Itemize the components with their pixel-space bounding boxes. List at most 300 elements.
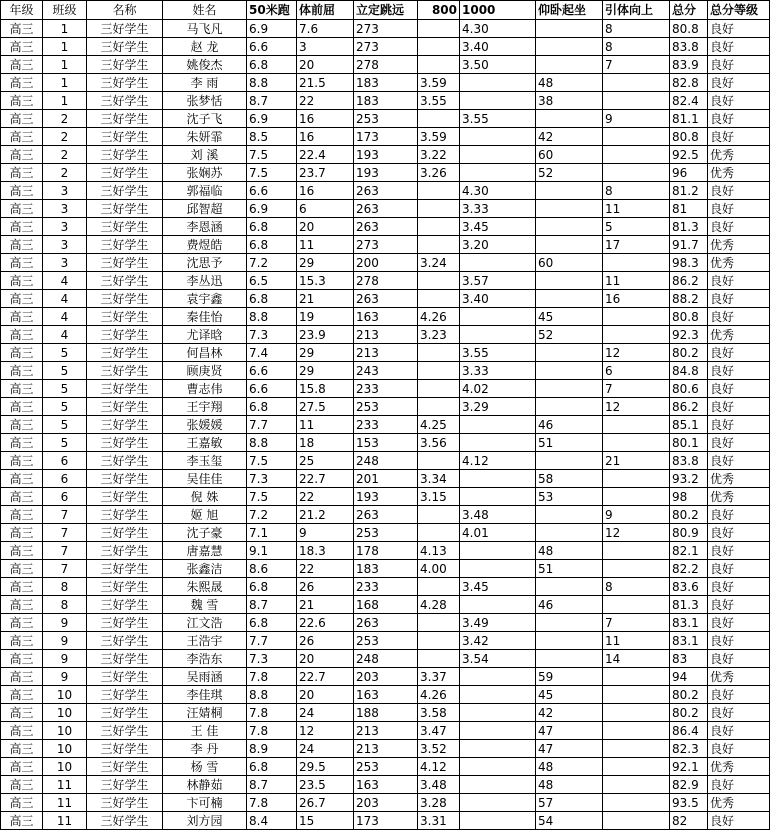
cell-50m: 7.3: [247, 326, 297, 344]
cell-title: 三好学生: [87, 614, 163, 632]
cell-title: 三好学生: [87, 182, 163, 200]
cell-pullups: 12: [603, 524, 670, 542]
cell-grade-level: 良好: [708, 200, 770, 218]
cell-pullups: 12: [603, 398, 670, 416]
cell-name: 李浩东: [163, 650, 247, 668]
cell-50m: 6.8: [247, 614, 297, 632]
cell-long-jump: 273: [354, 20, 418, 38]
cell-long-jump: 168: [354, 596, 418, 614]
cell-class: 11: [43, 812, 87, 830]
cell-50m: 6.9: [247, 20, 297, 38]
cell-long-jump: 173: [354, 812, 418, 830]
cell-pullups: [603, 686, 670, 704]
cell-total: 82.9: [670, 776, 708, 794]
cell-grade-level: 良好: [708, 362, 770, 380]
cell-total: 88.2: [670, 290, 708, 308]
cell-long-jump: 203: [354, 668, 418, 686]
cell-long-jump: 263: [354, 218, 418, 236]
cell-1000: 3.40: [460, 290, 536, 308]
cell-grade-level: 良好: [708, 272, 770, 290]
cell-1000: 4.30: [460, 182, 536, 200]
cell-pullups: 17: [603, 236, 670, 254]
col-header-situps: 仰卧起坐: [536, 1, 603, 20]
cell-50m: 6.9: [247, 110, 297, 128]
cell-grade: 高三: [1, 470, 43, 488]
cell-pullups: 11: [603, 272, 670, 290]
cell-title: 三好学生: [87, 308, 163, 326]
cell-class: 10: [43, 740, 87, 758]
cell-50m: 7.8: [247, 704, 297, 722]
cell-pullups: 7: [603, 380, 670, 398]
table-row: [1, 38, 770, 56]
cell-title: 三好学生: [87, 686, 163, 704]
cell-sit-reach: 25: [297, 452, 354, 470]
cell-1000: 3.40: [460, 38, 536, 56]
cell-800: [418, 56, 460, 74]
cell-class: 11: [43, 776, 87, 794]
cell-sit-reach: 3: [297, 38, 354, 56]
cell-sit-reach: 15: [297, 812, 354, 830]
cell-grade: 高三: [1, 506, 43, 524]
cell-long-jump: 278: [354, 56, 418, 74]
cell-total: 80.2: [670, 506, 708, 524]
cell-sit-reach: 12: [297, 722, 354, 740]
cell-total: 85.1: [670, 416, 708, 434]
cell-1000: [460, 254, 536, 272]
cell-long-jump: 253: [354, 632, 418, 650]
cell-title: 三好学生: [87, 380, 163, 398]
cell-grade-level: 良好: [708, 452, 770, 470]
cell-50m: 8.9: [247, 740, 297, 758]
cell-sit-reach: 18.3: [297, 542, 354, 560]
cell-50m: 7.8: [247, 722, 297, 740]
cell-sit-reach: 24: [297, 740, 354, 758]
table-row: [1, 632, 770, 650]
cell-total: 86.4: [670, 722, 708, 740]
cell-pullups: 8: [603, 20, 670, 38]
cell-title: 三好学生: [87, 416, 163, 434]
cell-grade-level: 良好: [708, 776, 770, 794]
cell-1000: [460, 470, 536, 488]
cell-sit-reach: 7.6: [297, 20, 354, 38]
cell-situps: 47: [536, 722, 603, 740]
cell-total: 83.8: [670, 38, 708, 56]
cell-grade-level: 良好: [708, 218, 770, 236]
cell-long-jump: 188: [354, 704, 418, 722]
cell-sit-reach: 24: [297, 704, 354, 722]
table-row: [1, 416, 770, 434]
cell-total: 81.3: [670, 596, 708, 614]
cell-name: 费煜皓: [163, 236, 247, 254]
col-header-class: 班级: [43, 1, 87, 20]
cell-total: 92.3: [670, 326, 708, 344]
cell-total: 96: [670, 164, 708, 182]
cell-grade: 高三: [1, 254, 43, 272]
cell-total: 80.8: [670, 308, 708, 326]
cell-grade: 高三: [1, 56, 43, 74]
cell-situps: 57: [536, 794, 603, 812]
cell-1000: [460, 542, 536, 560]
cell-50m: 7.1: [247, 524, 297, 542]
table-row: [1, 434, 770, 452]
cell-name: 王宇翔: [163, 398, 247, 416]
cell-class: 5: [43, 416, 87, 434]
cell-title: 三好学生: [87, 794, 163, 812]
cell-grade: 高三: [1, 128, 43, 146]
table-row: [1, 110, 770, 128]
cell-title: 三好学生: [87, 632, 163, 650]
cell-50m: 7.5: [247, 488, 297, 506]
cell-name: 吴雨涵: [163, 668, 247, 686]
cell-1000: 4.30: [460, 20, 536, 38]
cell-50m: 7.7: [247, 632, 297, 650]
cell-title: 三好学生: [87, 146, 163, 164]
cell-name: 顾庚贤: [163, 362, 247, 380]
cell-long-jump: 263: [354, 614, 418, 632]
cell-sit-reach: 19: [297, 308, 354, 326]
cell-sit-reach: 29: [297, 254, 354, 272]
table-row: [1, 578, 770, 596]
cell-grade-level: 良好: [708, 38, 770, 56]
cell-class: 7: [43, 506, 87, 524]
cell-name: 马飞凡: [163, 20, 247, 38]
cell-grade: 高三: [1, 560, 43, 578]
cell-situps: [536, 290, 603, 308]
cell-800: [418, 506, 460, 524]
cell-sit-reach: 26: [297, 578, 354, 596]
cell-800: [418, 236, 460, 254]
cell-1000: [460, 776, 536, 794]
cell-800: 3.59: [418, 74, 460, 92]
cell-1000: [460, 146, 536, 164]
cell-long-jump: 193: [354, 164, 418, 182]
cell-800: [418, 398, 460, 416]
cell-50m: 8.8: [247, 434, 297, 452]
cell-800: 3.47: [418, 722, 460, 740]
cell-grade-level: 良好: [708, 686, 770, 704]
cell-sit-reach: 15.3: [297, 272, 354, 290]
cell-800: 3.24: [418, 254, 460, 272]
cell-grade-level: 优秀: [708, 146, 770, 164]
cell-total: 93.2: [670, 470, 708, 488]
cell-class: 5: [43, 398, 87, 416]
cell-grade: 高三: [1, 668, 43, 686]
cell-grade-level: 良好: [708, 524, 770, 542]
table-row: [1, 758, 770, 776]
cell-pullups: [603, 128, 670, 146]
cell-grade: 高三: [1, 488, 43, 506]
cell-800: [418, 272, 460, 290]
cell-800: 3.34: [418, 470, 460, 488]
cell-name: 秦佳怡: [163, 308, 247, 326]
cell-800: 3.37: [418, 668, 460, 686]
cell-situps: 60: [536, 146, 603, 164]
cell-1000: 4.02: [460, 380, 536, 398]
table-row: [1, 56, 770, 74]
cell-title: 三好学生: [87, 542, 163, 560]
cell-50m: 6.6: [247, 38, 297, 56]
cell-class: 7: [43, 542, 87, 560]
cell-total: 83.8: [670, 452, 708, 470]
cell-pullups: [603, 254, 670, 272]
col-header-800: 800: [418, 1, 460, 20]
cell-grade: 高三: [1, 218, 43, 236]
cell-total: 81.2: [670, 182, 708, 200]
cell-grade-level: 良好: [708, 614, 770, 632]
cell-grade: 高三: [1, 758, 43, 776]
col-header-total: 总分: [670, 1, 708, 20]
cell-grade: 高三: [1, 722, 43, 740]
table-row: [1, 524, 770, 542]
cell-pullups: [603, 740, 670, 758]
cell-name: 何昌林: [163, 344, 247, 362]
cell-name: 尤译晗: [163, 326, 247, 344]
cell-grade-level: 优秀: [708, 254, 770, 272]
cell-total: 91.7: [670, 236, 708, 254]
cell-pullups: [603, 164, 670, 182]
cell-class: 2: [43, 128, 87, 146]
cell-pullups: [603, 722, 670, 740]
cell-class: 1: [43, 20, 87, 38]
cell-grade-level: 良好: [708, 380, 770, 398]
cell-sit-reach: 21: [297, 596, 354, 614]
cell-grade-level: 良好: [708, 92, 770, 110]
table-row: [1, 452, 770, 470]
cell-title: 三好学生: [87, 704, 163, 722]
cell-sit-reach: 16: [297, 128, 354, 146]
cell-1000: [460, 128, 536, 146]
cell-total: 81: [670, 200, 708, 218]
cell-grade: 高三: [1, 416, 43, 434]
cell-title: 三好学生: [87, 254, 163, 272]
cell-1000: [460, 668, 536, 686]
table-row: [1, 128, 770, 146]
cell-title: 三好学生: [87, 92, 163, 110]
table-row: [1, 362, 770, 380]
col-header-name: 姓名: [163, 1, 247, 20]
cell-800: 3.26: [418, 164, 460, 182]
cell-name: 邱智超: [163, 200, 247, 218]
cell-800: [418, 452, 460, 470]
cell-class: 9: [43, 632, 87, 650]
cell-long-jump: 183: [354, 560, 418, 578]
cell-long-jump: 263: [354, 290, 418, 308]
cell-total: 83.9: [670, 56, 708, 74]
cell-name: 曹志伟: [163, 380, 247, 398]
cell-sit-reach: 20: [297, 218, 354, 236]
cell-sit-reach: 22.7: [297, 470, 354, 488]
cell-class: 8: [43, 578, 87, 596]
cell-1000: 4.01: [460, 524, 536, 542]
cell-1000: [460, 164, 536, 182]
cell-title: 三好学生: [87, 290, 163, 308]
cell-total: 80.2: [670, 686, 708, 704]
cell-50m: 6.8: [247, 56, 297, 74]
cell-pullups: 8: [603, 182, 670, 200]
cell-pullups: 12: [603, 344, 670, 362]
cell-situps: [536, 110, 603, 128]
cell-800: 3.59: [418, 128, 460, 146]
cell-800: 3.52: [418, 740, 460, 758]
cell-800: 4.26: [418, 686, 460, 704]
cell-class: 5: [43, 434, 87, 452]
cell-situps: [536, 344, 603, 362]
col-header-grade: 年级: [1, 1, 43, 20]
cell-class: 4: [43, 272, 87, 290]
cell-800: 3.28: [418, 794, 460, 812]
col-header-sit-reach: 体前屈: [297, 1, 354, 20]
cell-name: 张梦恬: [163, 92, 247, 110]
cell-50m: 7.5: [247, 146, 297, 164]
cell-class: 2: [43, 110, 87, 128]
table-row: [1, 686, 770, 704]
cell-pullups: [603, 560, 670, 578]
table-row: [1, 614, 770, 632]
table-row: [1, 74, 770, 92]
cell-long-jump: 201: [354, 470, 418, 488]
cell-50m: 7.5: [247, 164, 297, 182]
cell-long-jump: 193: [354, 146, 418, 164]
cell-50m: 7.4: [247, 344, 297, 362]
cell-long-jump: 213: [354, 344, 418, 362]
cell-class: 9: [43, 614, 87, 632]
cell-grade-level: 良好: [708, 434, 770, 452]
cell-grade-level: 良好: [708, 308, 770, 326]
cell-title: 三好学生: [87, 524, 163, 542]
cell-800: [418, 38, 460, 56]
cell-50m: 6.8: [247, 398, 297, 416]
cell-pullups: 16: [603, 290, 670, 308]
cell-800: [418, 380, 460, 398]
cell-total: 81.3: [670, 218, 708, 236]
cell-class: 10: [43, 758, 87, 776]
cell-name: 刘 溪: [163, 146, 247, 164]
cell-total: 80.6: [670, 380, 708, 398]
cell-long-jump: 203: [354, 794, 418, 812]
cell-long-jump: 163: [354, 308, 418, 326]
cell-total: 82.4: [670, 92, 708, 110]
cell-grade-level: 良好: [708, 596, 770, 614]
cell-grade: 高三: [1, 578, 43, 596]
cell-name: 刘方园: [163, 812, 247, 830]
cell-situps: [536, 182, 603, 200]
cell-title: 三好学生: [87, 596, 163, 614]
cell-grade: 高三: [1, 794, 43, 812]
cell-800: [418, 650, 460, 668]
cell-grade-level: 良好: [708, 722, 770, 740]
table-row: [1, 668, 770, 686]
cell-grade-level: 良好: [708, 542, 770, 560]
cell-50m: 7.7: [247, 416, 297, 434]
cell-sit-reach: 27.5: [297, 398, 354, 416]
cell-title: 三好学生: [87, 236, 163, 254]
cell-long-jump: 263: [354, 506, 418, 524]
cell-sit-reach: 15.8: [297, 380, 354, 398]
cell-pullups: 8: [603, 578, 670, 596]
cell-pullups: 11: [603, 200, 670, 218]
cell-pullups: 14: [603, 650, 670, 668]
cell-pullups: 21: [603, 452, 670, 470]
cell-800: [418, 632, 460, 650]
cell-pullups: [603, 326, 670, 344]
table-row: [1, 380, 770, 398]
col-header-grade-level: 总分等级: [708, 1, 770, 20]
cell-total: 92.1: [670, 758, 708, 776]
cell-situps: [536, 38, 603, 56]
cell-50m: 7.2: [247, 254, 297, 272]
cell-800: 3.55: [418, 92, 460, 110]
cell-grade-level: 良好: [708, 812, 770, 830]
cell-800: 3.56: [418, 434, 460, 452]
cell-class: 5: [43, 380, 87, 398]
cell-800: [418, 200, 460, 218]
table-row: [1, 200, 770, 218]
cell-grade-level: 良好: [708, 578, 770, 596]
table-row: [1, 398, 770, 416]
cell-1000: 3.45: [460, 578, 536, 596]
cell-class: 7: [43, 524, 87, 542]
cell-sit-reach: 21.5: [297, 74, 354, 92]
cell-long-jump: 183: [354, 74, 418, 92]
cell-sit-reach: 29.5: [297, 758, 354, 776]
cell-sit-reach: 23.9: [297, 326, 354, 344]
col-header-50m: 50米跑: [247, 1, 297, 20]
cell-long-jump: 178: [354, 542, 418, 560]
cell-situps: 59: [536, 668, 603, 686]
cell-situps: 38: [536, 92, 603, 110]
cell-pullups: [603, 470, 670, 488]
cell-grade-level: 优秀: [708, 236, 770, 254]
cell-1000: 4.12: [460, 452, 536, 470]
cell-800: 4.12: [418, 758, 460, 776]
cell-title: 三好学生: [87, 272, 163, 290]
cell-grade-level: 优秀: [708, 794, 770, 812]
cell-long-jump: 233: [354, 416, 418, 434]
cell-situps: 48: [536, 542, 603, 560]
cell-class: 2: [43, 146, 87, 164]
cell-800: [418, 182, 460, 200]
cell-situps: 48: [536, 74, 603, 92]
table-row: [1, 20, 770, 38]
cell-sit-reach: 6: [297, 200, 354, 218]
cell-long-jump: 233: [354, 380, 418, 398]
cell-situps: [536, 362, 603, 380]
cell-1000: [460, 74, 536, 92]
table-row: [1, 182, 770, 200]
cell-1000: 3.48: [460, 506, 536, 524]
cell-pullups: 7: [603, 614, 670, 632]
cell-sit-reach: 16: [297, 182, 354, 200]
cell-title: 三好学生: [87, 200, 163, 218]
cell-50m: 6.8: [247, 758, 297, 776]
cell-name: 汪婧桐: [163, 704, 247, 722]
cell-pullups: [603, 596, 670, 614]
cell-50m: 6.8: [247, 290, 297, 308]
cell-situps: [536, 650, 603, 668]
cell-title: 三好学生: [87, 578, 163, 596]
cell-class: 1: [43, 38, 87, 56]
cell-long-jump: 278: [354, 272, 418, 290]
cell-total: 80.8: [670, 128, 708, 146]
cell-800: 3.22: [418, 146, 460, 164]
cell-long-jump: 253: [354, 398, 418, 416]
cell-sit-reach: 22.6: [297, 614, 354, 632]
cell-title: 三好学生: [87, 452, 163, 470]
cell-grade: 高三: [1, 182, 43, 200]
cell-1000: [460, 812, 536, 830]
cell-pullups: [603, 794, 670, 812]
cell-title: 三好学生: [87, 488, 163, 506]
